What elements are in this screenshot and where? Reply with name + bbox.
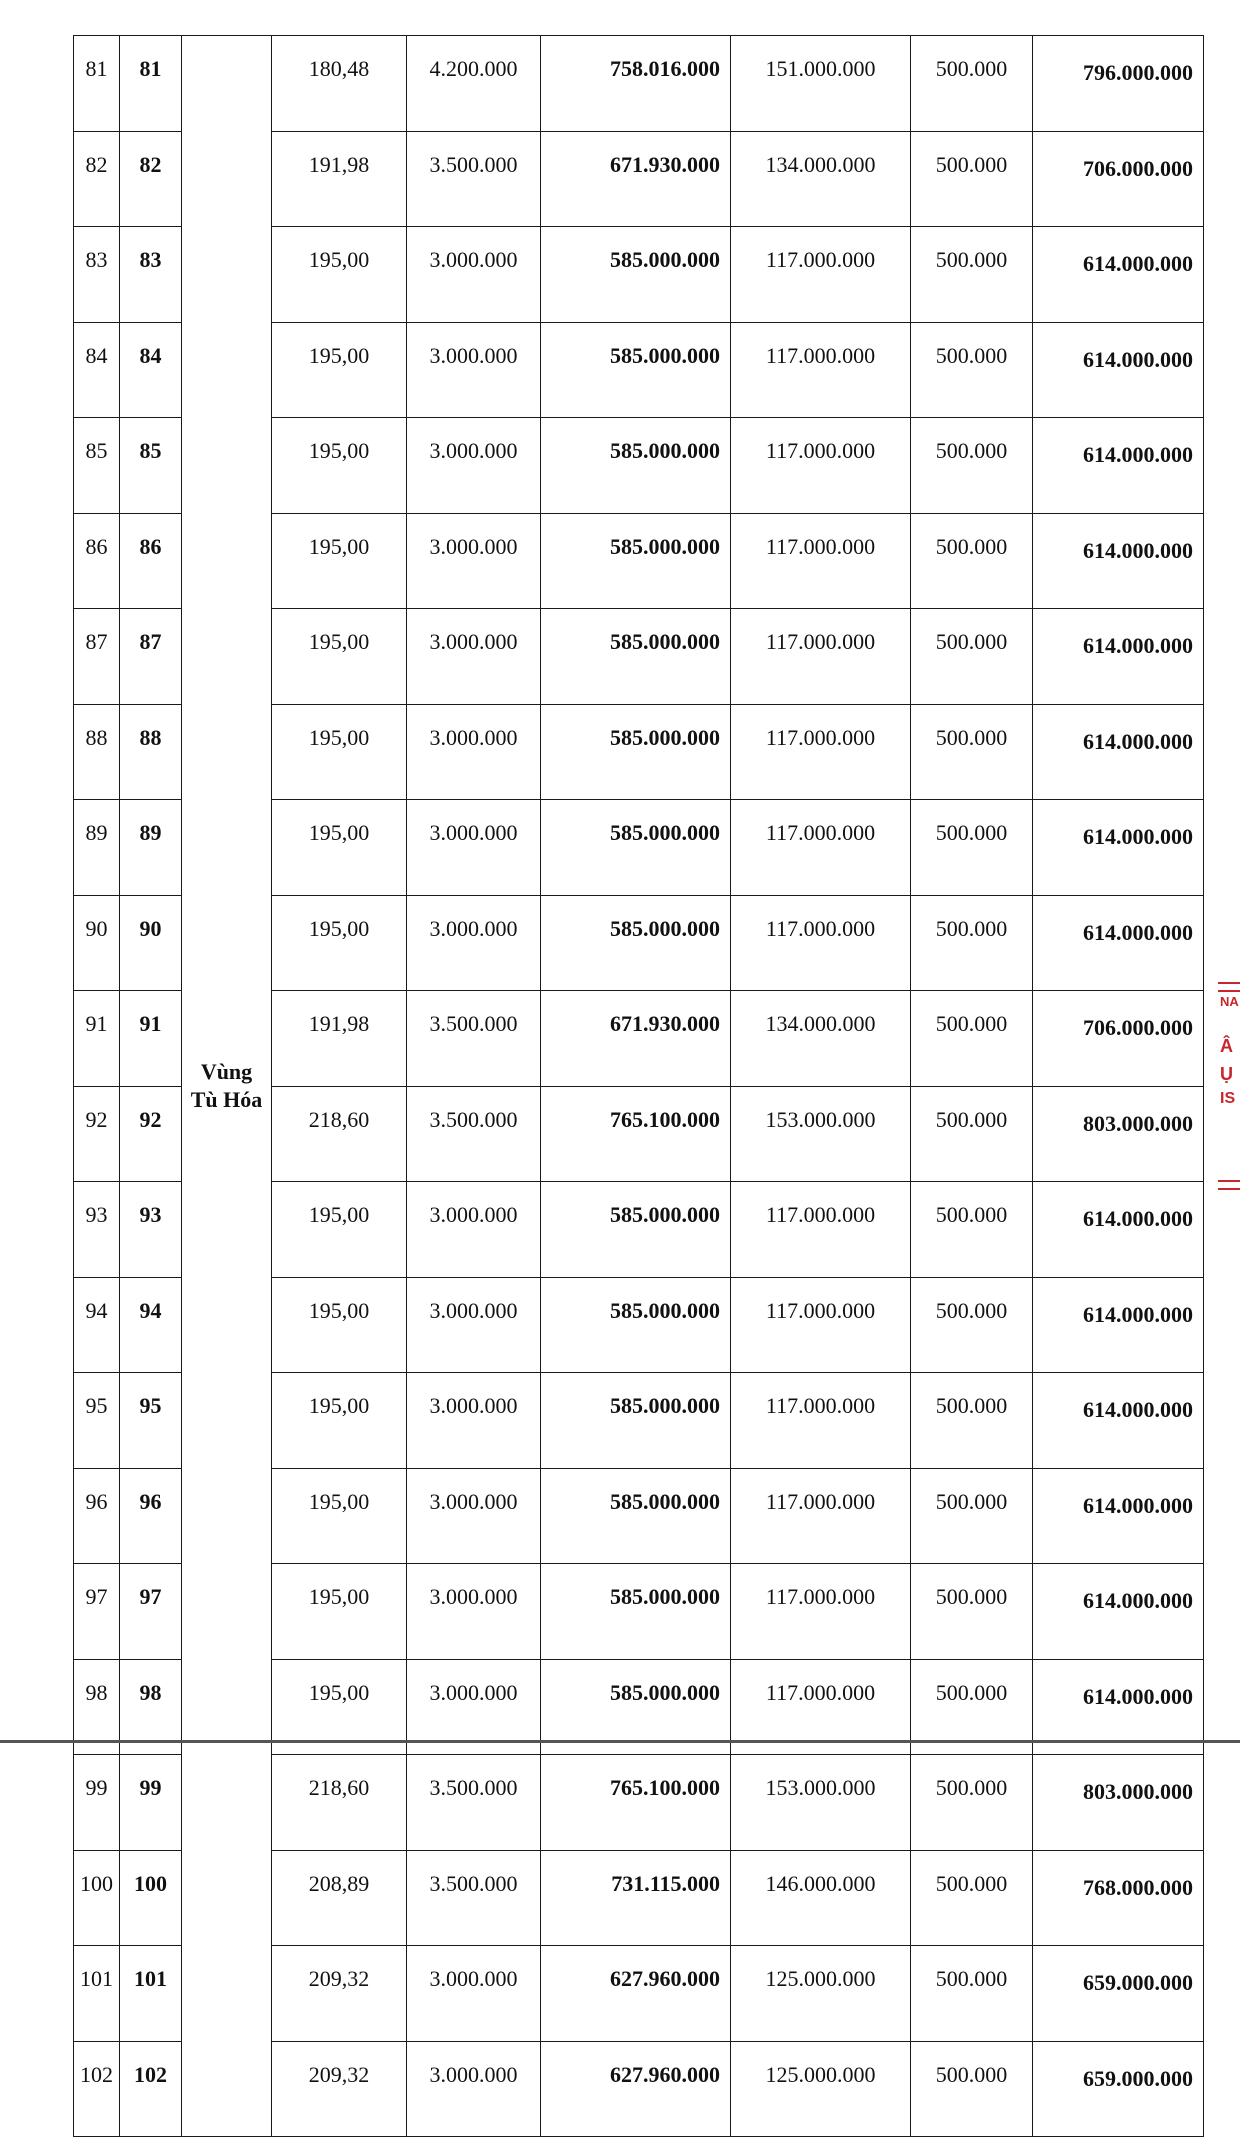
cell-document-fee: 500.000 [911,609,1033,705]
cell-stt: 93 [74,1182,120,1278]
cell-unit-price: 3.000.000 [407,1946,541,2042]
cell-starting-price: 706.000.000 [1033,131,1204,227]
cell-document-fee: 500.000 [911,322,1033,418]
cell-unit-price: 3.000.000 [407,1468,541,1564]
cell-unit-price: 3.000.000 [407,704,541,800]
cell-unit-price: 3.000.000 [407,609,541,705]
cell-area: 195,00 [272,513,407,609]
cell-lot-number: 99 [120,1755,182,1851]
cell-stt: 98 [74,1659,120,1755]
cell-document-fee: 500.000 [911,1850,1033,1946]
cell-stt: 81 [74,36,120,132]
cell-unit-price: 3.000.000 [407,1373,541,1469]
cell-stt: 91 [74,991,120,1087]
cell-area: 195,00 [272,609,407,705]
cell-lot-number: 97 [120,1564,182,1660]
cell-area: 195,00 [272,418,407,514]
cell-stt: 82 [74,131,120,227]
table-row [74,36,1204,132]
cell-stt: 84 [74,322,120,418]
cell-starting-price: 614.000.000 [1033,1468,1204,1564]
cell-starting-price: 803.000.000 [1033,1755,1204,1851]
cell-document-fee: 500.000 [911,1659,1033,1755]
cell-area: 195,00 [272,704,407,800]
cell-total-value: 585.000.000 [541,1564,731,1660]
cell-starting-price: 614.000.000 [1033,1182,1204,1278]
cell-area: 195,00 [272,1468,407,1564]
cell-stt: 85 [74,418,120,514]
cell-lot-number: 93 [120,1182,182,1278]
cell-deposit: 117.000.000 [731,800,911,896]
cell-lot-number: 81 [120,36,182,132]
cell-unit-price: 3.000.000 [407,322,541,418]
cell-stt: 97 [74,1564,120,1660]
cell-document-fee: 500.000 [911,1755,1033,1851]
cell-stt: 92 [74,1086,120,1182]
cell-lot-number: 88 [120,704,182,800]
cell-unit-price: 3.500.000 [407,991,541,1087]
zone-label-line-1: Vùng [200,1059,253,1084]
cell-zone-name [182,36,272,2137]
cell-starting-price: 803.000.000 [1033,1086,1204,1182]
cell-deposit: 117.000.000 [731,513,911,609]
cell-lot-number: 84 [120,322,182,418]
cell-area: 209,32 [272,2041,407,2137]
cell-unit-price: 3.500.000 [407,1850,541,1946]
cell-area: 195,00 [272,322,407,418]
cell-area: 195,00 [272,1564,407,1660]
cell-deposit: 117.000.000 [731,227,911,323]
cell-lot-number: 101 [120,1946,182,2042]
cell-deposit: 153.000.000 [731,1086,911,1182]
cell-total-value: 585.000.000 [541,513,731,609]
cell-unit-price: 3.000.000 [407,513,541,609]
cell-document-fee: 500.000 [911,895,1033,991]
cell-deposit: 117.000.000 [731,895,911,991]
cell-unit-price: 3.000.000 [407,1277,541,1373]
cell-lot-number: 90 [120,895,182,991]
cell-starting-price: 614.000.000 [1033,704,1204,800]
cell-deposit: 117.000.000 [731,1182,911,1278]
cell-area: 191,98 [272,131,407,227]
cell-lot-number: 94 [120,1277,182,1373]
page-bottom-rule [0,1740,1240,1743]
cell-total-value: 585.000.000 [541,418,731,514]
cell-deposit: 117.000.000 [731,1277,911,1373]
cell-total-value: 585.000.000 [541,322,731,418]
cell-area: 195,00 [272,1182,407,1278]
cell-total-value: 765.100.000 [541,1755,731,1851]
cell-starting-price: 706.000.000 [1033,991,1204,1087]
cell-lot-number: 95 [120,1373,182,1469]
cell-stt: 83 [74,227,120,323]
cell-stt: 89 [74,800,120,896]
cell-starting-price: 614.000.000 [1033,1564,1204,1660]
cell-area: 208,89 [272,1850,407,1946]
red-stamp-fragment [1218,980,1240,1210]
cell-total-value: 671.930.000 [541,991,731,1087]
cell-stt: 87 [74,609,120,705]
cell-area: 191,98 [272,991,407,1087]
cell-lot-number: 98 [120,1659,182,1755]
cell-lot-number: 92 [120,1086,182,1182]
cell-total-value: 585.000.000 [541,1182,731,1278]
cell-deposit: 117.000.000 [731,704,911,800]
stamp-text-2: Â [1220,1036,1233,1056]
cell-document-fee: 500.000 [911,704,1033,800]
cell-area: 195,00 [272,1277,407,1373]
cell-area: 195,00 [272,1373,407,1469]
cell-total-value: 765.100.000 [541,1086,731,1182]
cell-total-value: 585.000.000 [541,609,731,705]
cell-stt: 101 [74,1946,120,2042]
cell-lot-number: 86 [120,513,182,609]
cell-unit-price: 3.500.000 [407,1755,541,1851]
cell-document-fee: 500.000 [911,227,1033,323]
cell-starting-price: 614.000.000 [1033,1373,1204,1469]
cell-document-fee: 500.000 [911,513,1033,609]
cell-lot-number: 87 [120,609,182,705]
cell-starting-price: 659.000.000 [1033,1946,1204,2042]
cell-total-value: 585.000.000 [541,800,731,896]
cell-starting-price: 614.000.000 [1033,800,1204,896]
cell-total-value: 671.930.000 [541,131,731,227]
cell-starting-price: 614.000.000 [1033,513,1204,609]
cell-document-fee: 500.000 [911,418,1033,514]
cell-deposit: 151.000.000 [731,36,911,132]
cell-total-value: 585.000.000 [541,704,731,800]
cell-document-fee: 500.000 [911,131,1033,227]
cell-starting-price: 768.000.000 [1033,1850,1204,1946]
cell-lot-number: 96 [120,1468,182,1564]
cell-unit-price: 3.000.000 [407,1182,541,1278]
cell-total-value: 627.960.000 [541,2041,731,2137]
cell-starting-price: 614.000.000 [1033,1277,1204,1373]
cell-unit-price: 4.200.000 [407,36,541,132]
cell-area: 195,00 [272,800,407,896]
cell-total-value: 627.960.000 [541,1946,731,2042]
cell-stt: 99 [74,1755,120,1851]
cell-stt: 88 [74,704,120,800]
stamp-text-1: NA [1220,994,1239,1009]
cell-starting-price: 614.000.000 [1033,227,1204,323]
cell-starting-price: 614.000.000 [1033,418,1204,514]
table-body [74,36,1204,2137]
cell-total-value: 731.115.000 [541,1850,731,1946]
cell-deposit: 146.000.000 [731,1850,911,1946]
cell-deposit: 117.000.000 [731,609,911,705]
cell-area: 218,60 [272,1755,407,1851]
zone-label-line-2: Tù Hóa [190,1087,263,1112]
cell-area: 195,00 [272,227,407,323]
cell-starting-price: 659.000.000 [1033,2041,1204,2137]
cell-unit-price: 3.500.000 [407,1086,541,1182]
cell-unit-price: 3.000.000 [407,1659,541,1755]
cell-document-fee: 500.000 [911,1182,1033,1278]
stamp-text-3: Ụ [1220,1064,1233,1084]
cell-document-fee: 500.000 [911,800,1033,896]
cell-unit-price: 3.000.000 [407,227,541,323]
cell-unit-price: 3.000.000 [407,418,541,514]
cell-lot-number: 89 [120,800,182,896]
cell-document-fee: 500.000 [911,1373,1033,1469]
cell-total-value: 585.000.000 [541,1277,731,1373]
cell-unit-price: 3.000.000 [407,895,541,991]
cell-document-fee: 500.000 [911,1277,1033,1373]
cell-deposit: 117.000.000 [731,1659,911,1755]
cell-document-fee: 500.000 [911,2041,1033,2137]
cell-starting-price: 614.000.000 [1033,1659,1204,1755]
cell-stt: 90 [74,895,120,991]
cell-deposit: 117.000.000 [731,322,911,418]
cell-lot-number: 82 [120,131,182,227]
cell-document-fee: 500.000 [911,1946,1033,2042]
cell-deposit: 134.000.000 [731,131,911,227]
cell-lot-number: 91 [120,991,182,1087]
cell-document-fee: 500.000 [911,1564,1033,1660]
cell-document-fee: 500.000 [911,991,1033,1087]
stamp-text-4: IS [1220,1090,1236,1107]
cell-document-fee: 500.000 [911,36,1033,132]
cell-stt: 96 [74,1468,120,1564]
cell-starting-price: 614.000.000 [1033,895,1204,991]
cell-area: 209,32 [272,1946,407,2042]
cell-total-value: 585.000.000 [541,227,731,323]
cell-stt: 94 [74,1277,120,1373]
cell-unit-price: 3.000.000 [407,800,541,896]
cell-area: 195,00 [272,1659,407,1755]
cell-total-value: 585.000.000 [541,895,731,991]
cell-lot-number: 85 [120,418,182,514]
cell-lot-number: 83 [120,227,182,323]
cell-stt: 95 [74,1373,120,1469]
cell-deposit: 125.000.000 [731,1946,911,2042]
cell-lot-number: 100 [120,1850,182,1946]
cell-deposit: 117.000.000 [731,1373,911,1469]
cell-starting-price: 796.000.000 [1033,36,1204,132]
cell-stt: 100 [74,1850,120,1946]
cell-total-value: 585.000.000 [541,1659,731,1755]
cell-unit-price: 3.000.000 [407,2041,541,2137]
cell-deposit: 134.000.000 [731,991,911,1087]
cell-document-fee: 500.000 [911,1468,1033,1564]
cell-deposit: 117.000.000 [731,1564,911,1660]
cell-total-value: 585.000.000 [541,1468,731,1564]
cell-stt: 102 [74,2041,120,2137]
cell-total-value: 758.016.000 [541,36,731,132]
cell-starting-price: 614.000.000 [1033,322,1204,418]
cell-stt: 86 [74,513,120,609]
cell-area: 195,00 [272,895,407,991]
cell-deposit: 117.000.000 [731,418,911,514]
cell-deposit: 117.000.000 [731,1468,911,1564]
cell-unit-price: 3.000.000 [407,1564,541,1660]
cell-total-value: 585.000.000 [541,1373,731,1469]
cell-starting-price: 614.000.000 [1033,609,1204,705]
cell-lot-number: 102 [120,2041,182,2137]
cell-deposit: 125.000.000 [731,2041,911,2137]
cell-unit-price: 3.500.000 [407,131,541,227]
land-lot-table [73,35,1204,2137]
cell-document-fee: 500.000 [911,1086,1033,1182]
cell-deposit: 153.000.000 [731,1755,911,1851]
cell-area: 218,60 [272,1086,407,1182]
cell-area: 180,48 [272,36,407,132]
